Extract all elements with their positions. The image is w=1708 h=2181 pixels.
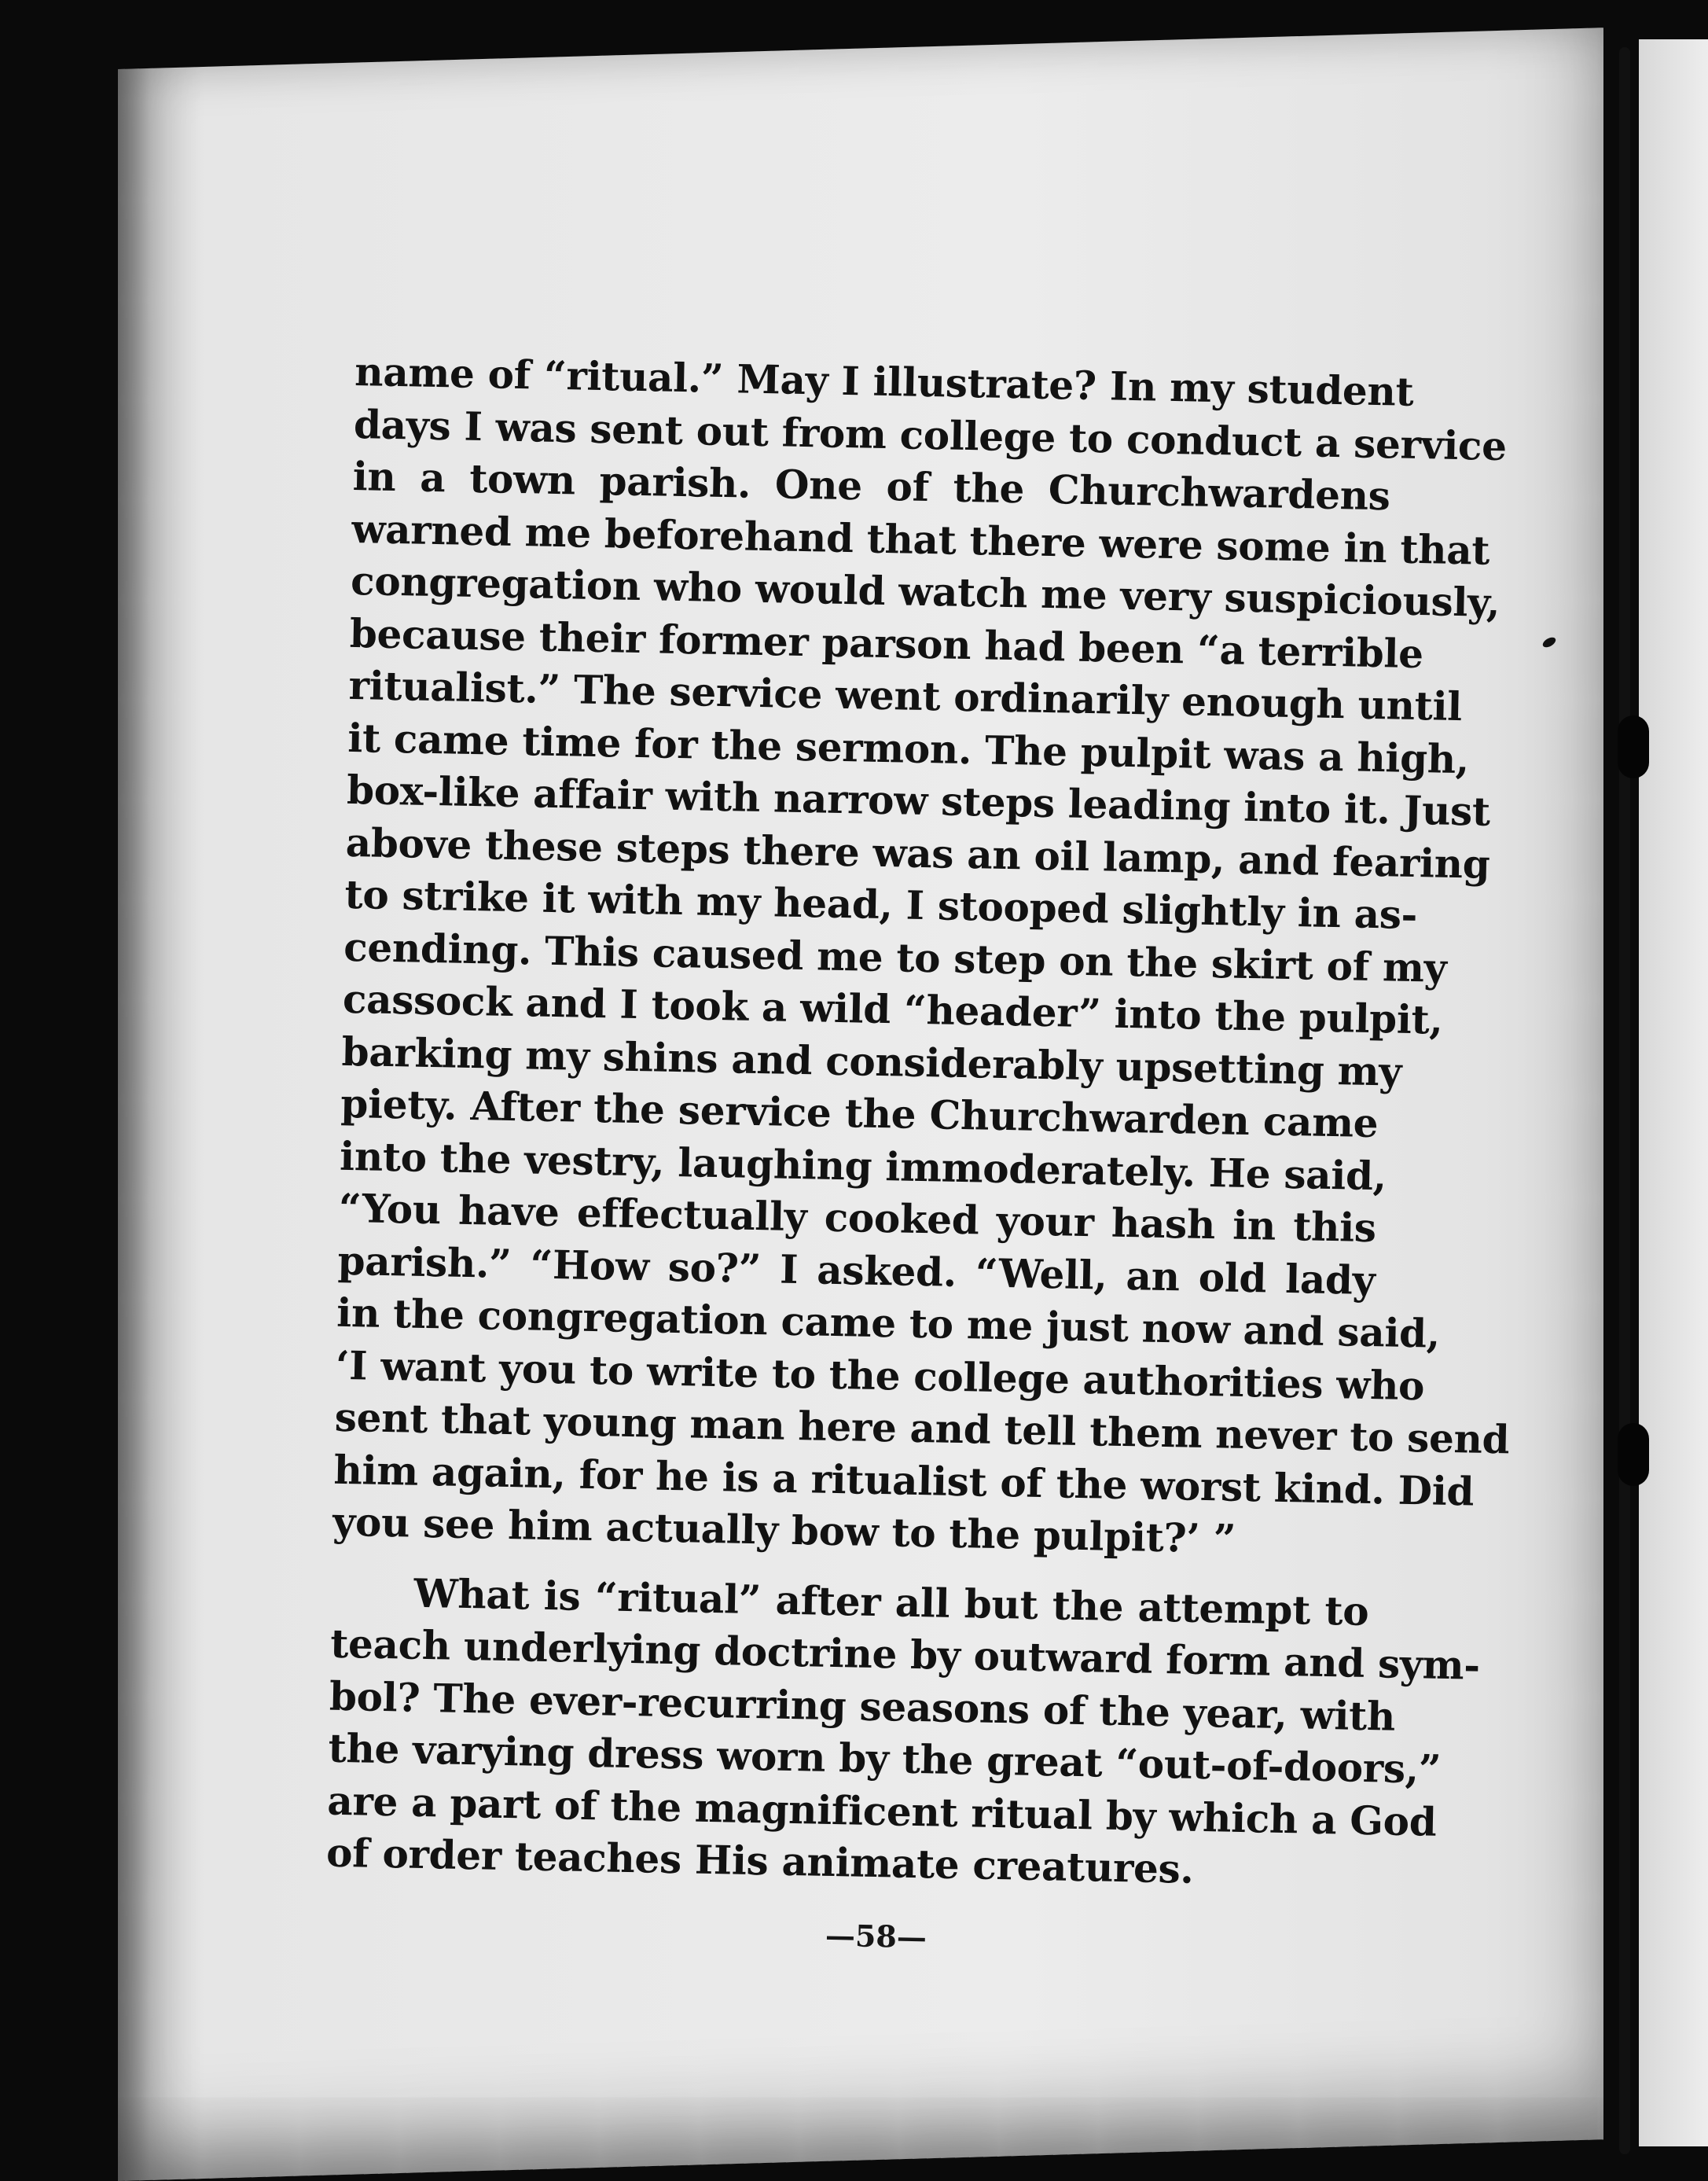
text-line: warned me beforehand that there were some in that [351,505,1490,574]
text-line: him again, for he is a ritualist of the worst kind. Did [333,1446,1475,1515]
adjacent-page-edge [1639,39,1708,2146]
text-line: congregation who would watch me very suspiciously, [350,557,1500,627]
text-line: box-like affair with narrow steps leading into it. Just [346,766,1491,835]
binding-hole-lower [1618,1423,1649,1486]
text-line: piety. After the service the Churchwarden came [340,1079,1379,1147]
text-line: into the vestry, laughing immoderately. He said, [339,1132,1387,1199]
text-line: in a town parish. One of the Churchwardens [352,452,1391,520]
text-line: teach underlying doctrine by outward form and sym- [329,1620,1481,1689]
page-number: —58— [825,1917,927,1955]
text-line: bol? The ever-recurring seasons of the year, with [329,1672,1396,1740]
body-text [325,346,1510,1899]
text-line: days I was sent out from college to conduct a service [353,400,1508,469]
paragraph-1 [332,346,1510,1569]
text-line: ritualist.” The service went ordinarily enough until [348,661,1463,730]
text-line: the varying dress worn by the great “out-of-doors,” [328,1724,1442,1793]
text-line: above these steps there was an oil lamp, and fearing [345,818,1491,888]
text-line: cending. This caused me to step on the skirt of my [343,923,1448,991]
text-line: sent that young man here and tell them never to send [334,1393,1510,1463]
text-line: name of “ritual.” May I illustrate? In my student [354,348,1414,415]
text-line: ‘I want you to write to the college authorities who [335,1341,1425,1409]
text-line: cassock and I took a wild “header” into the pulpit, [342,975,1444,1043]
text-line: barking my shins and considerably upsetting my [341,1028,1402,1095]
text-line: “You have effectually cooked your hash in this [338,1184,1377,1252]
text-line: of order teaches His animate creatures. [325,1829,1195,1892]
text-line: in the congregation came to me just now and said, [336,1289,1441,1357]
text-line: it came time for the sermon. The pulpit was a high, [347,714,1470,782]
binding-hole-upper [1618,715,1649,778]
text-line: parish.” “How so?” I asked. “Well, an old lady [337,1237,1376,1304]
text-line: you see him actually bow to the pulpit?’ ” [332,1498,1236,1562]
paragraph-2 [325,1565,1481,1899]
text-line: are a part of the magnificent ritual by which a God [326,1777,1438,1845]
spine-line [1619,47,1630,2154]
text-line: to strike it with my head, I stooped slightly in as- [344,870,1418,939]
text-line: What is “ritual” after all but the attempt to [413,1569,1369,1635]
text-line: because their former parson had been “a terrible [349,609,1424,677]
